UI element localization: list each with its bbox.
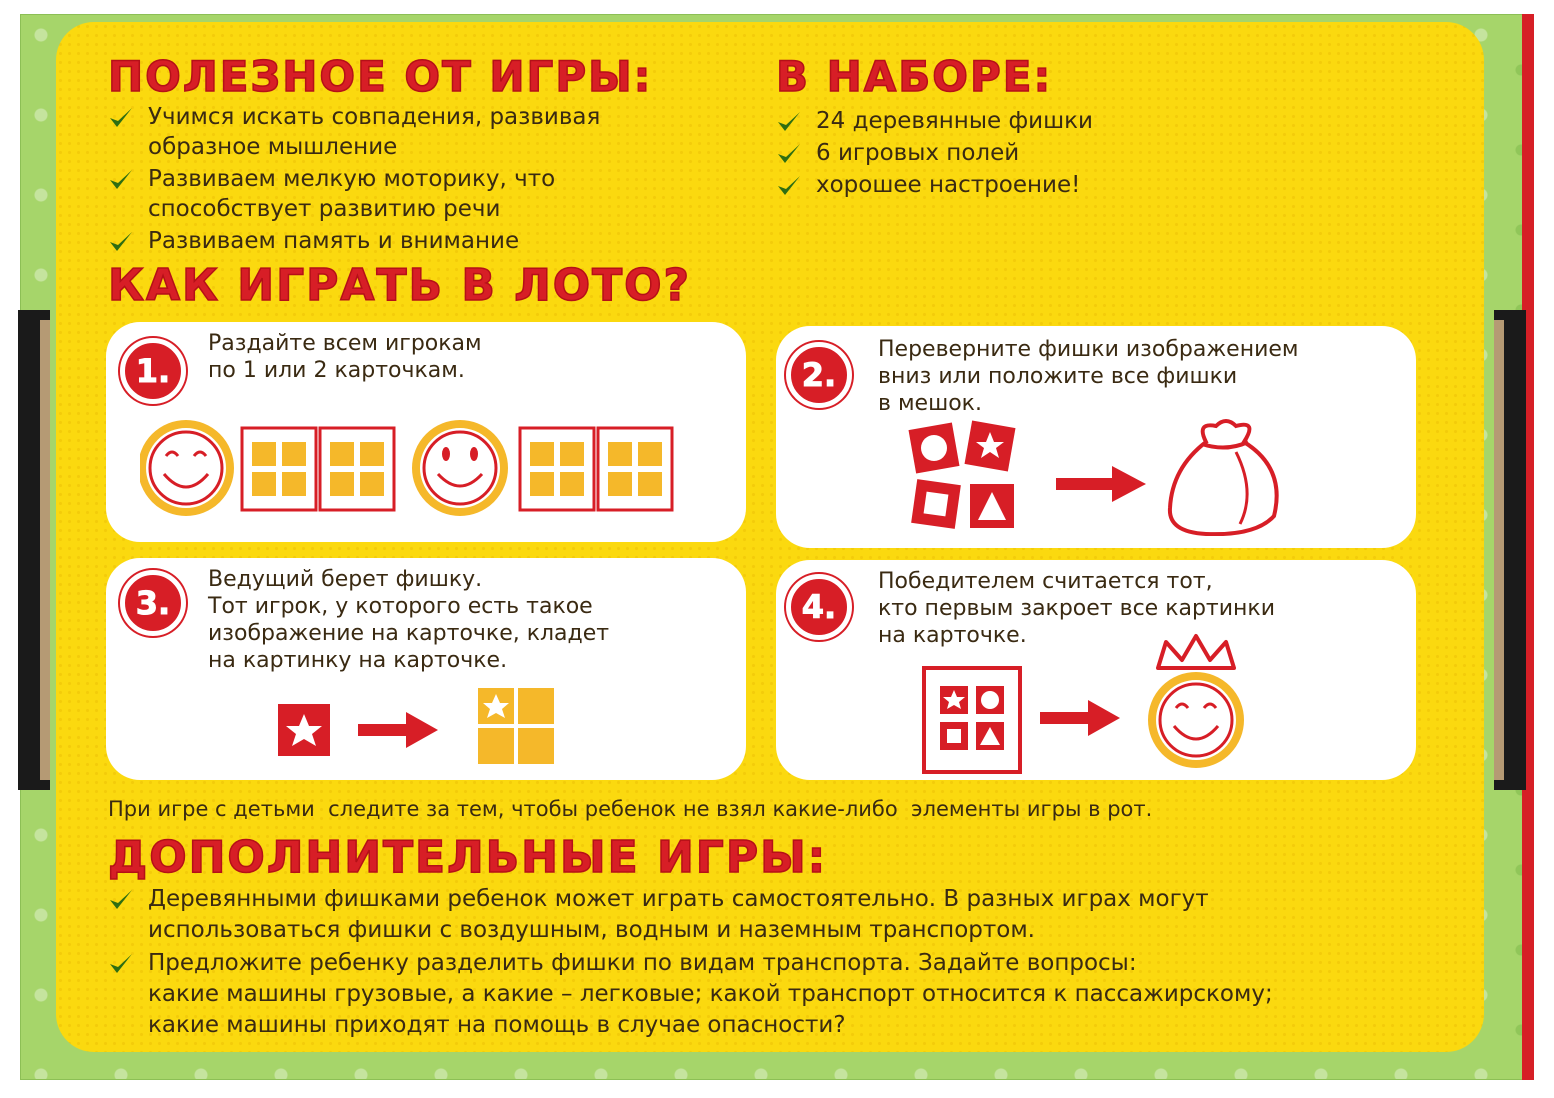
check-icon — [108, 230, 134, 254]
step-1-card — [106, 322, 746, 542]
step-4-text: Победителем считается тот, кто первым закроет все картинки на карточке. — [878, 569, 1276, 648]
check-icon — [776, 174, 802, 198]
contents-item: 6 игровых полей — [776, 138, 1276, 168]
box-side-slot-left — [18, 310, 50, 790]
step-2-card — [776, 326, 1416, 548]
contents-item: 24 деревянные фишки — [776, 106, 1276, 136]
benefits-list — [108, 102, 668, 258]
chip-square-icon — [911, 479, 961, 529]
benefits-heading: ПОЛЕЗНОЕ ОТ ИГРЫ: — [108, 52, 653, 101]
arrow-right-icon — [1040, 700, 1120, 736]
step-3-text: Ведущий берет фишку. Тот игрок, у которого есть такое изображение на карточке, кладет на картинку на карточке. — [208, 567, 610, 673]
benefit-item: Учимся искать совпадения, развивая образное мышление — [108, 102, 668, 162]
safety-warning: При игре с детьми следите за тем, чтобы ребенок не взял какие-либо элементы игры в рот. — [108, 797, 1153, 821]
arrow-right-icon — [1056, 466, 1146, 502]
filled-card-icon — [924, 668, 1020, 772]
check-icon — [108, 952, 134, 976]
bag-icon — [1170, 421, 1277, 534]
chip-circle-icon — [909, 423, 960, 474]
check-icon — [108, 888, 134, 912]
box-side-slot-right — [1494, 310, 1526, 790]
chip-star-icon — [965, 421, 1016, 472]
contents-list — [776, 106, 1276, 202]
chip-triangle-icon — [970, 484, 1014, 528]
smiley-icon — [416, 424, 504, 512]
benefit-item: Развиваем мелкую моторику, что способствует развитию речи — [108, 164, 668, 224]
card-icon — [242, 428, 316, 510]
chip-star-icon — [278, 704, 330, 756]
step-1-badge: 1. — [120, 338, 186, 404]
step-1-text: Раздайте всем игрокам по 1 или 2 карточкам. — [208, 331, 482, 383]
card-icon — [320, 428, 394, 510]
step-4-card — [776, 560, 1416, 780]
contents-heading: В НАБОРЕ: — [776, 52, 1053, 101]
step-4-illustration — [920, 632, 1260, 776]
card-icon — [598, 428, 672, 510]
step-3-badge: 3. — [120, 570, 186, 636]
extra-game-item: Деревянными фишками ребенок может играть самостоятельно. В разных играх могут использоваться фишки с воздушным, водным и наземным транспортом. — [108, 884, 1408, 946]
check-icon — [108, 168, 134, 192]
step-3-card — [106, 558, 746, 780]
smiley-icon — [142, 424, 230, 512]
step-2-badge: 2. — [786, 342, 852, 408]
step-2-illustration — [906, 412, 1306, 536]
card-icon — [520, 428, 594, 510]
extra-game-item: Предложите ребенку разделить фишки по видам транспорта. Задайте вопросы: какие машины грузовые, а какие – легковые; какой транспорт относится к пассажирскому; какие машины приходят на помощь в случае опасности? — [108, 948, 1408, 1041]
step-4-badge: 4. — [786, 574, 852, 640]
check-icon — [776, 110, 802, 134]
extra-games-heading: ДОПОЛНИТЕЛЬНЫЕ ИГРЫ: — [108, 832, 828, 883]
howto-heading: КАК ИГРАТЬ В ЛОТО? — [108, 260, 692, 311]
benefit-item: Развиваем память и внимание — [108, 226, 668, 256]
extra-games-list — [108, 884, 1408, 1043]
crowned-smiley-icon — [1152, 636, 1240, 764]
check-icon — [108, 106, 134, 130]
arrow-right-icon — [358, 712, 438, 748]
step-2-text: Переверните фишки изображением вниз или положите все фишки в мешок. — [878, 337, 1299, 416]
contents-item: хорошее настроение! — [776, 170, 1276, 200]
step-1-illustration — [140, 418, 700, 518]
check-icon — [776, 142, 802, 166]
step-3-illustration — [272, 684, 572, 768]
tile-grid-icon — [478, 688, 554, 764]
